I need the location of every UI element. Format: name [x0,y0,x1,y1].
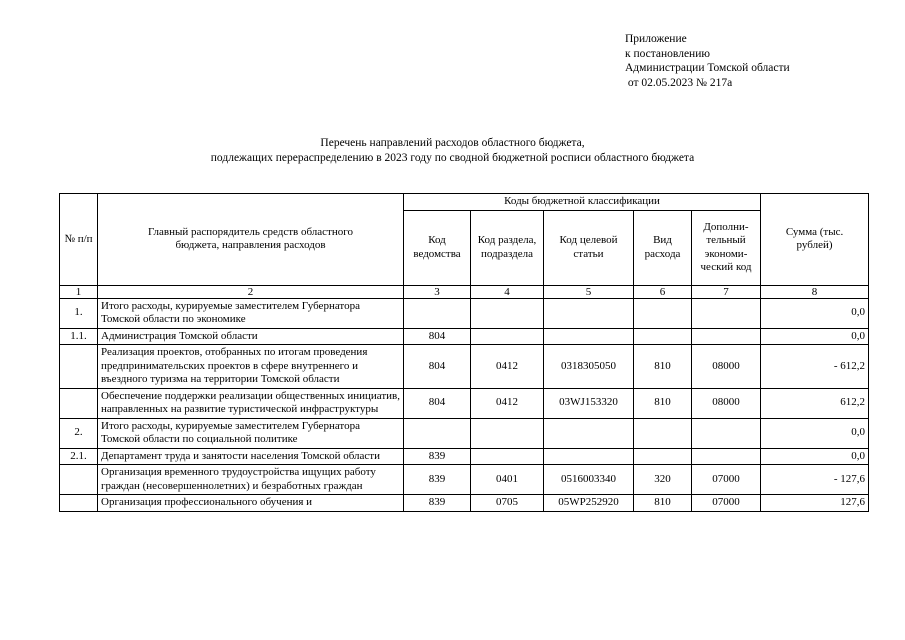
row-expense-type [634,418,692,448]
row-name: Организация временного трудоустройства ищущих работу граждан (несовершеннолетних) и безработных граждан [98,465,404,495]
row-dept-code: 804 [404,345,471,389]
header-codes-group: Коды бюджетной классификации [404,194,761,211]
column-number: 5 [544,285,634,298]
appendix-date-line: от 02.05.2023 № 217а [625,76,733,89]
row-sum: - 127,6 [761,465,869,495]
row-target-code: 0516003340 [544,465,634,495]
column-number: 8 [761,285,869,298]
column-number-row [60,285,869,298]
row-econ-code [692,328,761,345]
header-sum: Сумма (тыс. рублей) [761,194,869,286]
row-sum: 0,0 [761,418,869,448]
row-expense-type: 320 [634,465,692,495]
table-row [60,465,869,495]
row-section-code: 0705 [471,495,544,512]
table-body [60,285,869,511]
row-target-code: 03WJ153320 [544,388,634,418]
row-section-code [471,328,544,345]
row-dept-code: 839 [404,465,471,495]
header-dept: Код ведомства [404,210,471,285]
header-row [60,194,869,211]
row-name: Департамент труда и занятости населения Томской области [98,448,404,465]
row-number [60,495,98,512]
row-name: Организация профессионального обучения и [98,495,404,512]
row-expense-type [634,298,692,328]
row-section-code [471,298,544,328]
row-econ-code: 07000 [692,495,761,512]
appendix-line: Приложение [625,33,687,45]
row-number: 1.1. [60,328,98,345]
header-target: Код целевой статьи [544,210,634,285]
row-target-code [544,448,634,465]
column-number: 6 [634,285,692,298]
appendix-block [625,32,790,90]
document-title [0,136,905,166]
row-dept-code: 839 [404,448,471,465]
row-expense-type: 810 [634,388,692,418]
row-target-code: 0318305050 [544,345,634,389]
table-row [60,495,869,512]
row-econ-code [692,448,761,465]
row-dept-code [404,418,471,448]
header-expense-type: Вид расхода [634,210,692,285]
row-dept-code: 804 [404,388,471,418]
table-row [60,298,869,328]
row-econ-code: 07000 [692,465,761,495]
row-section-code [471,448,544,465]
row-name: Администрация Томской области [98,328,404,345]
row-econ-code [692,298,761,328]
row-econ-code [692,418,761,448]
row-sum: 127,6 [761,495,869,512]
table-row [60,448,869,465]
row-name: Итого расходы, курируемые заместителем Губернатора Томской области по экономике [98,298,404,328]
budget-table [59,193,869,512]
title-line: Перечень направлений расходов областного бюджета, [320,137,585,149]
row-dept-code: 839 [404,495,471,512]
row-section-code [471,418,544,448]
row-section-code: 0401 [471,465,544,495]
row-number [60,345,98,389]
row-name: Обеспечение поддержки реализации общественных инициатив, направленных на развитие туристической инфраструктуры [98,388,404,418]
table-row [60,328,869,345]
appendix-line: Администрации Томской области [625,62,790,74]
row-number [60,388,98,418]
row-target-code: 05WP252920 [544,495,634,512]
column-number: 7 [692,285,761,298]
row-number: 2.1. [60,448,98,465]
row-sum: 0,0 [761,448,869,465]
row-name: Реализация проектов, отобранных по итогам проведения предпринимательских проектов в сфере внутреннего и въездного туризма на территории Томской области [98,345,404,389]
column-number: 3 [404,285,471,298]
row-dept-code [404,298,471,328]
row-expense-type [634,448,692,465]
row-number: 2. [60,418,98,448]
row-sum: 612,2 [761,388,869,418]
row-target-code [544,418,634,448]
header-name: Главный распорядитель средств областного бюджета, направления расходов [98,194,404,286]
row-number [60,465,98,495]
row-number: 1. [60,298,98,328]
column-number: 2 [98,285,404,298]
header-econ: Дополни-тельный экономи-ческий код [692,210,761,285]
row-expense-type [634,328,692,345]
column-number: 4 [471,285,544,298]
table-row [60,388,869,418]
row-econ-code: 08000 [692,388,761,418]
row-section-code: 0412 [471,388,544,418]
appendix-line: к постановлению [625,47,710,60]
row-expense-type: 810 [634,495,692,512]
header-num: № п/п [60,194,98,286]
title-line: подлежащих перераспределению в 2023 году по сводной бюджетной росписи областного бюджета [210,152,695,164]
row-name: Итого расходы, курируемые заместителем Губернатора Томской области по социальной политике [98,418,404,448]
row-sum: 0,0 [761,328,869,345]
row-dept-code: 804 [404,328,471,345]
row-sum: - 612,2 [761,345,869,389]
row-target-code [544,328,634,345]
row-section-code: 0412 [471,345,544,389]
header-section: Код раздела, подраздела [471,210,544,285]
row-expense-type: 810 [634,345,692,389]
row-sum: 0,0 [761,298,869,328]
column-number: 1 [60,285,98,298]
row-econ-code: 08000 [692,345,761,389]
table-row [60,418,869,448]
row-target-code [544,298,634,328]
table-row [60,345,869,389]
